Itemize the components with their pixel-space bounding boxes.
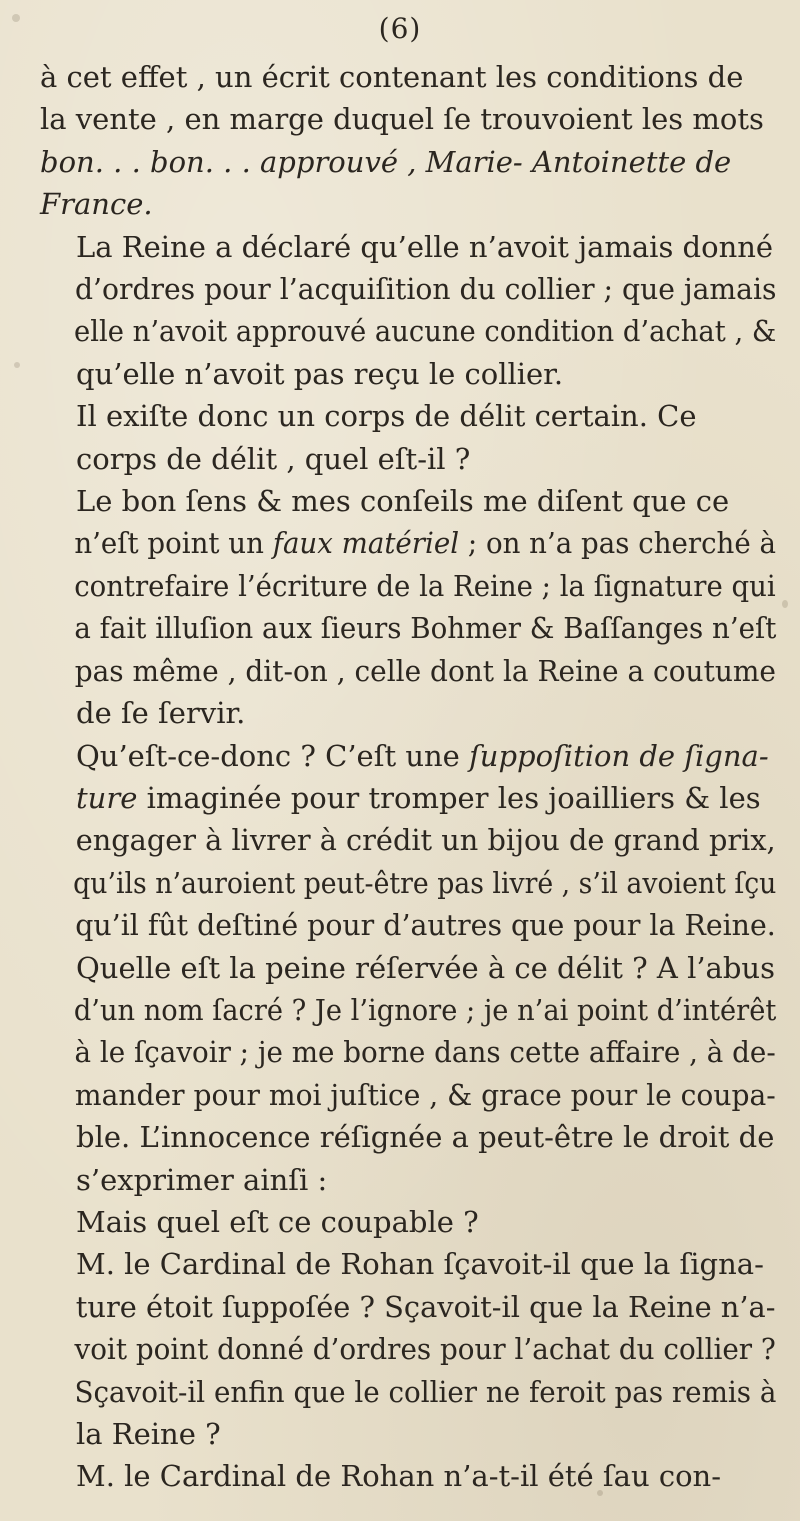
paragraph xyxy=(40,480,776,734)
text-line: Qu’eſt-ce-donc ? C’eſt une ſuppoſition de ſigna- xyxy=(76,738,769,773)
text-line: Il exiſte donc un corps de délit certain. Ce xyxy=(76,399,697,434)
text-line: ble. L’innocence réſignée a peut-être le droit de xyxy=(76,1120,775,1155)
text-line: la Reine ? xyxy=(76,1417,221,1451)
italic-phrase: ture xyxy=(76,780,138,815)
paper-spot xyxy=(782,600,788,608)
text-line: corps de délit , quel eſt-il ? xyxy=(76,441,471,476)
text-line: à cet effet , un écrit contenant les conditions de xyxy=(40,60,744,94)
text-line: d’un nom ſacré ? Je l’ignore ; je n’ai point d’intérêt xyxy=(73,992,777,1027)
text-body xyxy=(40,56,776,1498)
italic-phrase: bon. . . bon. . . approuvé , Marie- Antoinette de xyxy=(40,144,732,179)
text-line: mander pour moi juſtice , & grace pour le coupa- xyxy=(74,1077,776,1112)
text-line: d’ordres pour l’acquiſition du collier ; que jamais xyxy=(75,272,777,307)
paragraph xyxy=(40,395,776,480)
text-line: contrefaire l’écriture de la Reine ; la ſignature qui xyxy=(74,568,776,603)
text-line: M. le Cardinal de Rohan ſçavoit-il que la ſigna- xyxy=(76,1247,764,1282)
paragraph xyxy=(40,56,776,226)
text-line: Le bon ſens & mes conſeils me diſent que ce xyxy=(76,484,730,519)
text-line: qu’il fût deſtiné pour d’autres que pour la Reine. xyxy=(75,908,776,943)
paragraph xyxy=(40,1455,776,1497)
text-line: de ſe ſervir. xyxy=(76,696,246,731)
text-line: ture imaginée pour tromper les joailliers & les xyxy=(76,780,761,815)
text-line: elle n’avoit approuvé aucune condition d’achat , & xyxy=(74,314,777,349)
italic-phrase: faux matériel xyxy=(272,526,460,561)
paper-spot xyxy=(12,14,20,22)
text-line: a fait illuſion aux ſieurs Bohmer & Baſſanges n’eſt xyxy=(74,611,777,646)
text-line: M. le Cardinal de Rohan n’a-t-il été ſau con- xyxy=(76,1459,722,1494)
paper-spot xyxy=(597,1490,603,1496)
paper-spot xyxy=(14,362,20,368)
text-line: Sçavoit-il enfin que le collier ne feroit pas remis à xyxy=(74,1374,777,1409)
text-line: engager à livrer à crédit un bijou de grand prix, xyxy=(75,823,776,858)
text-line: ture étoit ſuppoſée ? Sçavoit-il que la Reine n’a- xyxy=(75,1289,776,1324)
text-line: n’eſt point un faux matériel ; on n’a pas cherché à xyxy=(74,526,776,561)
text-line: Quelle eſt la peine réſervée à ce délit ? A l’abus xyxy=(76,950,775,985)
text-line xyxy=(40,183,776,225)
paragraph xyxy=(40,947,776,1201)
text-line: la vente , en marge duquel ſe trouvoient les mots xyxy=(40,102,764,137)
paragraph xyxy=(40,226,776,396)
italic-phrase: ſuppoſition de ſigna- xyxy=(469,738,769,773)
paragraph xyxy=(40,1201,776,1243)
text-line: voit point donné d’ordres pour l’achat du collier ? xyxy=(74,1332,776,1367)
page-number: (6) xyxy=(378,12,422,45)
text-line xyxy=(40,141,776,183)
text-line: qu’elle n’avoit pas reçu le collier. xyxy=(76,356,564,391)
text-line: à le ſçavoir ; je me borne dans cette affaire , à de- xyxy=(74,1035,776,1070)
text-line: pas même , dit-on , celle dont la Reine a coutume xyxy=(74,653,776,688)
paragraph xyxy=(40,735,776,947)
text-line: qu’ils n’auroient peut-être pas livré , s’il avoient ſçu xyxy=(73,865,777,900)
italic-phrase: France. xyxy=(40,187,153,222)
text-line: La Reine a déclaré qu’elle n’avoit jamais donné xyxy=(76,229,774,264)
text-line: Mais quel eſt ce coupable ? xyxy=(76,1204,479,1239)
paragraph xyxy=(40,1243,776,1455)
text-line: s’exprimer ainſi : xyxy=(76,1162,328,1197)
